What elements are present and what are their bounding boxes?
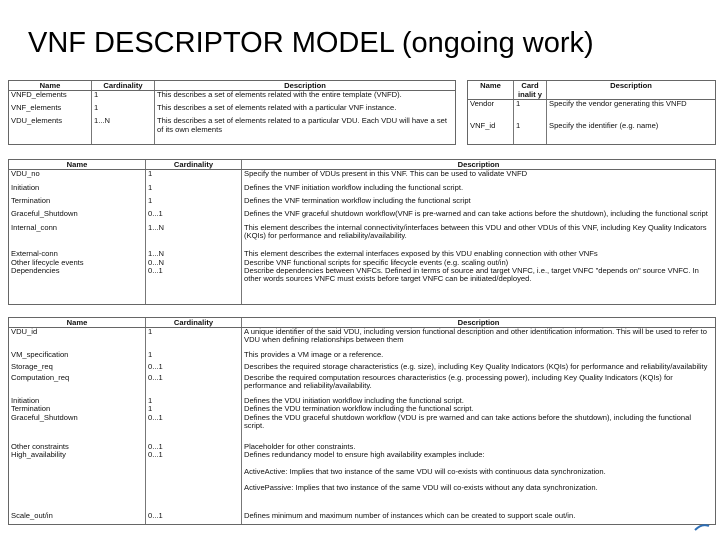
row-cardinality: 0...1 xyxy=(146,374,242,397)
row-cardinality: 1 xyxy=(146,184,242,197)
header-description: Description xyxy=(547,81,716,100)
row-cardinality: 1 xyxy=(92,91,155,105)
row-description: This provides a VM image or a reference. xyxy=(242,351,716,363)
row-cardinality: 1 1 0...1 xyxy=(146,397,242,443)
row-name: External-conn Other lifecycle events Dependencies xyxy=(9,250,146,304)
row-cardinality: 1 xyxy=(514,100,547,123)
table-row xyxy=(468,100,716,123)
row-cardinality: 1 xyxy=(146,351,242,363)
row-description: Defines minimum and maximum number of instances which can be created to support scale out/in. xyxy=(242,512,716,524)
header-cardinality: Cardinality xyxy=(146,160,242,170)
header-name: Name xyxy=(9,318,146,328)
vnf-elements-table xyxy=(467,80,716,145)
table-row xyxy=(9,224,716,251)
row-name: VDU_no xyxy=(9,170,146,184)
header-name: Name xyxy=(468,81,514,100)
table-row xyxy=(9,512,716,524)
row-cardinality: 1 xyxy=(146,170,242,184)
row-cardinality: 1...N 0...N 0...1 xyxy=(146,250,242,304)
vnf-workflow-table xyxy=(8,159,716,305)
row-cardinality: 0...1 xyxy=(146,210,242,223)
row-name: VNF_elements xyxy=(9,104,92,117)
table-row xyxy=(9,443,716,512)
header-description: Description xyxy=(242,318,716,328)
row-name: Termination xyxy=(9,197,146,210)
row-name: Vendor xyxy=(468,100,514,123)
table-row xyxy=(9,210,716,223)
row-description: Describe the required computation resources characteristics (e.g. processing power), including Key Quality Indicators (KQIs) for performance and reliability/availability. xyxy=(242,374,716,397)
row-cardinality: 1...N xyxy=(146,224,242,251)
table-row xyxy=(9,250,716,304)
row-description: Specify the number of VDUs present in this VNF. This can be used to validate VNFD xyxy=(242,170,716,184)
vnfd-elements-table xyxy=(8,80,456,145)
row-name: Initiation xyxy=(9,184,146,197)
table-row xyxy=(9,351,716,363)
row-cardinality: 1 xyxy=(146,328,242,352)
row-description: This describes a set of elements related with a particular VNF instance. xyxy=(155,104,456,117)
table-row xyxy=(9,184,716,197)
row-name: VM_specification xyxy=(9,351,146,363)
vdu-elements-table xyxy=(8,317,716,525)
table-row xyxy=(9,170,716,184)
table-row xyxy=(9,397,716,443)
row-name: Storage_req xyxy=(9,363,146,375)
header-description: Description xyxy=(155,81,456,91)
row-cardinality: 0...1 0...1 xyxy=(146,443,242,512)
table-row xyxy=(9,197,716,210)
row-description: Describes the required storage characteristics (e.g. size), including Key Quality Indicators (KQIs) for performance and reliability/availability xyxy=(242,363,716,375)
row-description: Specify the identifier (e.g. name) xyxy=(547,122,716,145)
row-description: This describes a set of elements related with the entire template (VNFD). xyxy=(155,91,456,105)
row-name: Computation_req xyxy=(9,374,146,397)
row-description: This element describes the internal connectivity/interfaces between this VDU and other VDUs of this VNF, including Key Quality Indicators (KQIs) for performance and reliability/availability. xyxy=(242,224,716,251)
corner-logo-icon xyxy=(694,522,710,532)
row-name: Scale_out/in xyxy=(9,512,146,524)
header-cardinality: Cardinality xyxy=(92,81,155,91)
header-cardinality: Card inalit y xyxy=(514,81,547,100)
row-description: A unique identifier of the said VDU, including version functional description and other identification information. This will be used to refer to VDU when defining relationships between them xyxy=(242,328,716,352)
header-cardinality: Cardinality xyxy=(146,318,242,328)
table-row xyxy=(9,117,456,144)
row-description: Defines the VNF initiation workflow including the functional script. xyxy=(242,184,716,197)
row-cardinality: 1 xyxy=(146,197,242,210)
row-name: Graceful_Shutdown xyxy=(9,210,146,223)
row-name: VDU_id xyxy=(9,328,146,352)
row-description: This describes a set of elements related to a particular VDU. Each VDU will have a set of its own elements xyxy=(155,117,456,144)
header-name: Name xyxy=(9,81,92,91)
row-cardinality: 1 xyxy=(514,122,547,145)
row-name: VNF_id xyxy=(468,122,514,145)
row-name: Internal_conn xyxy=(9,224,146,251)
row-name: VNFD_elements xyxy=(9,91,92,105)
row-description: This element describes the external interfaces exposed by this VDU enabling connection with other VNFs Describe VNF functional scripts for specific lifecycle events (e.g. scaling out/in) Describe dependencies between VNFCs. Defined in terms of source and target VNFC, i.e., target VNFC "depends on" source VNFC. In other words sources VNFC must exists before target VNFC can be initiated/deployed. xyxy=(242,250,716,304)
row-cardinality: 1...N xyxy=(92,117,155,144)
row-description: Defines the VDU initiation workflow including the functional script. Defines the VDU termination workflow including the functional script. Defines the VDU graceful shutdown workflow (VDU is pre warned and can take actions before the shutdown), including the functional script. xyxy=(242,397,716,443)
row-name: VDU_elements xyxy=(9,117,92,144)
table-row xyxy=(9,363,716,375)
table-row xyxy=(9,328,716,352)
table-row xyxy=(9,91,456,105)
table-row xyxy=(9,374,716,397)
row-description: Placeholder for other constraints. Defines redundancy model to ensure high availability examples include: ActiveActive: Implies that two instance of the same VDU will co-exists with continuous data synchronization. ActivePassive: Implies that two instance of the same VDU will co-exists without any data synchronization. xyxy=(242,443,716,512)
row-name: Other constraints High_availability xyxy=(9,443,146,512)
row-description: Defines the VNF termination workflow including the functional script xyxy=(242,197,716,210)
header-description: Description xyxy=(242,160,716,170)
row-cardinality: 0...1 xyxy=(146,363,242,375)
header-name: Name xyxy=(9,160,146,170)
row-description: Defines the VNF graceful shutdown workflow(VNF is pre-warned and can take actions before the shutdown), including the functional script xyxy=(242,210,716,223)
row-cardinality: 1 xyxy=(92,104,155,117)
row-description: Specify the vendor generating this VNFD xyxy=(547,100,716,123)
page-title: VNF DESCRIPTOR MODEL (ongoing work) xyxy=(28,27,594,59)
row-cardinality: 0...1 xyxy=(146,512,242,524)
row-name: Initiation Termination Graceful_Shutdown xyxy=(9,397,146,443)
table-row xyxy=(468,122,716,145)
table-row xyxy=(9,104,456,117)
